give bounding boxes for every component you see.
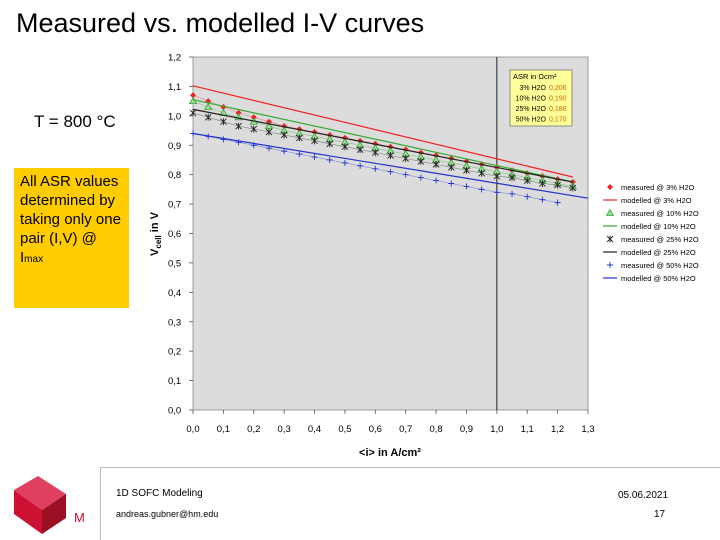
slide-title: Measured vs. modelled I-V curves <box>16 8 425 38</box>
x-tick-label: 0,4 <box>307 424 322 435</box>
asr-table-label: 10% H2O <box>515 95 546 103</box>
logo-letter: M <box>74 510 85 525</box>
asr-table-value: 0,186 <box>549 106 567 113</box>
x-tick-label: 0,9 <box>459 424 474 435</box>
asr-table-label: 50% H2O <box>515 116 546 124</box>
legend-entry: modelled @ 25% H2O <box>621 248 696 257</box>
legend-entry: measured @ 50% H2O <box>621 261 699 270</box>
y-tick-label: 0,2 <box>168 346 182 358</box>
asr-table-header: ASR in Ωcm² <box>513 72 557 81</box>
asr-note-subscript: max <box>24 254 44 265</box>
legend-marker-icon <box>607 262 613 268</box>
legend-entry: measured @ 10% H2O <box>621 209 699 218</box>
legend-entry: measured @ 25% H2O <box>621 235 699 244</box>
asr-table-value: 0,190 <box>549 95 567 103</box>
y-tick-label: 1,2 <box>168 52 182 64</box>
x-tick-label: 0,0 <box>186 424 200 435</box>
x-tick-label: 0,5 <box>338 424 352 435</box>
y-tick-label: 0,8 <box>168 170 182 182</box>
y-tick-label: 0,1 <box>168 376 182 388</box>
x-axis-label: <i> in A/cm² <box>359 447 421 459</box>
x-tick-label: 1,0 <box>490 424 504 435</box>
y-axis-label: $V_{cell}$ in V <box>149 212 163 256</box>
footer-email: andreas.gubner@hm.edu <box>116 509 219 519</box>
x-tick-label: 0,6 <box>368 424 382 435</box>
legend-entry: modelled @ 50% H2O <box>621 274 696 283</box>
legend-entry: measured @ 3% H2O <box>621 183 695 192</box>
legend-marker-icon <box>607 184 613 190</box>
footer-date: 05.06.2021 <box>618 490 669 501</box>
footer-divider <box>100 467 720 468</box>
y-tick-label: 0,9 <box>168 140 182 152</box>
x-tick-label: 1,2 <box>551 424 565 435</box>
asr-note-text: All ASR values determined by taking only one pair (I,V) @ I <box>20 173 121 266</box>
university-logo-icon <box>8 472 88 536</box>
asr-table-label: 25% H2O <box>515 106 546 113</box>
asr-table-value: 0,170 <box>549 116 567 124</box>
x-tick-label: 0,2 <box>247 424 261 435</box>
x-tick-label: 0,1 <box>216 424 230 435</box>
y-tick-label: 0,5 <box>168 258 182 270</box>
x-tick-label: 0,3 <box>277 424 291 435</box>
legend-marker-icon <box>607 236 613 243</box>
footer-vertical-divider <box>100 467 101 540</box>
footer-course: 1D SOFC Modeling <box>116 488 203 499</box>
legend-entry: modelled @ 3% H2O <box>621 196 692 205</box>
y-tick-label: 1,0 <box>168 111 182 123</box>
x-tick-label: 1,3 <box>581 424 595 435</box>
y-tick-label: 0,6 <box>168 229 182 240</box>
legend-entry: modelled @ 10% H2O <box>621 222 696 231</box>
asr-table-label: 3% H2O <box>519 85 546 92</box>
legend-marker-icon <box>607 210 614 216</box>
y-tick-label: 1,1 <box>168 81 182 93</box>
y-tick-label: 0,7 <box>168 199 182 211</box>
x-tick-label: 0,7 <box>399 424 413 435</box>
asr-table-value: 0,206 <box>549 85 567 92</box>
temperature-label: T = 800 °C <box>34 112 116 131</box>
footer-page-number: 17 <box>654 509 666 520</box>
y-tick-label: 0,3 <box>168 317 182 329</box>
x-tick-label: 1,1 <box>520 424 534 435</box>
x-tick-label: 0,8 <box>429 424 443 435</box>
y-tick-label: 0,4 <box>168 287 182 299</box>
y-tick-label: 0,0 <box>168 405 182 417</box>
